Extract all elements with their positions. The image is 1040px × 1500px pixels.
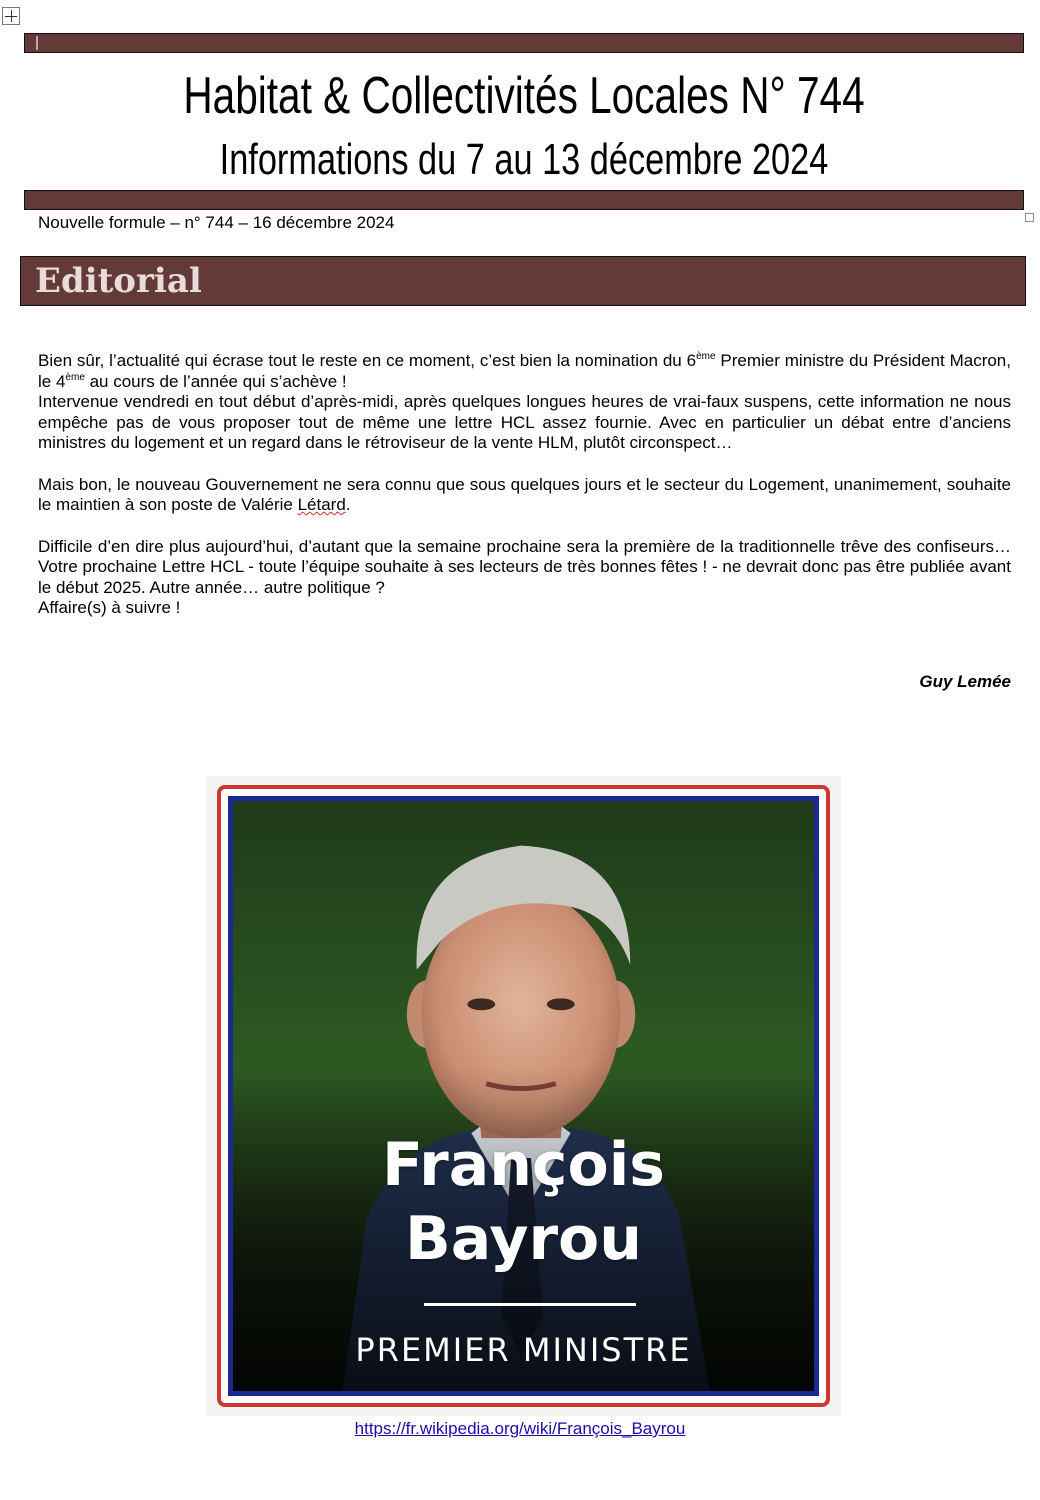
header-top-band xyxy=(24,33,1024,53)
table-move-handle-icon[interactable] xyxy=(2,7,20,25)
tricolor-frame-blue xyxy=(228,796,819,1396)
editorial-heading-bar xyxy=(20,256,1026,306)
newsletter-title: Habitat & Collectivités Locales N° 744 xyxy=(183,67,865,125)
paragraph-4: Difficile d’en dire plus aujourd’hui, d’autant que la semaine prochaine sera la première de la traditionnelle trêve des confiseurs… Votre prochaine Lettre HCL - toute l’équipe souhaite à ses lecteurs de très bonnes fêtes ! - ne devrait donc pas être publiée avant le début 2025. Autre année… autre politique ? xyxy=(38,536,1011,597)
spellcheck-word[interactable]: Létard xyxy=(297,495,346,514)
portrait-name-first: François xyxy=(381,1130,665,1200)
portrait-image[interactable] xyxy=(206,776,841,1416)
editorial-heading: Editorial xyxy=(35,261,202,301)
paragraph-5: Affaire(s) à suivre ! xyxy=(38,598,181,617)
header-bottom-band xyxy=(24,190,1024,210)
masthead xyxy=(24,58,1024,186)
author-signature: Guy Lemée xyxy=(919,672,1011,691)
band-marker xyxy=(36,36,38,50)
portrait-name-last: Bayrou xyxy=(404,1204,642,1274)
portrait-divider xyxy=(424,1303,636,1306)
portrait-role: PREMIER MINISTRE xyxy=(355,1331,692,1369)
table-resize-handle-icon[interactable] xyxy=(1025,213,1034,222)
editorial-body[interactable] xyxy=(38,351,1011,619)
wikipedia-link[interactable]: https://fr.wikipedia.org/wiki/François_Bayrou xyxy=(354,1419,686,1438)
paragraph-3: Mais bon, le nouveau Gouvernement ne sera connu que sous quelques jours et le secteur du Logement, unanimement, souhaite le maintien à son poste de Valérie Létard. xyxy=(38,474,1011,514)
tricolor-frame-red xyxy=(217,785,830,1407)
paragraph-2: Intervenue vendredi en tout début d’après-midi, après quelques longues heures de vrai-faux suspens, cette information ne nous empêche pas de vous proposer tout de même une lettre HCL assez fournie. Avec en particulier un débat entre d’anciens ministres du logement et un regard dans le rétroviseur de la vente HLM, plutôt circonspect… xyxy=(38,392,1011,452)
paragraph-1: Bien sûr, l’actualité qui écrase tout le reste en ce moment, c’est bien la nomination du 6ème Premier ministre du Président Macron, le 4ème au cours de l’année qui s’achève ! xyxy=(38,351,1011,391)
newsletter-subtitle: Informations du 7 au 13 décembre 2024 xyxy=(219,135,829,184)
edition-line: Nouvelle formule – n° 744 – 16 décembre 2024 xyxy=(38,213,395,232)
